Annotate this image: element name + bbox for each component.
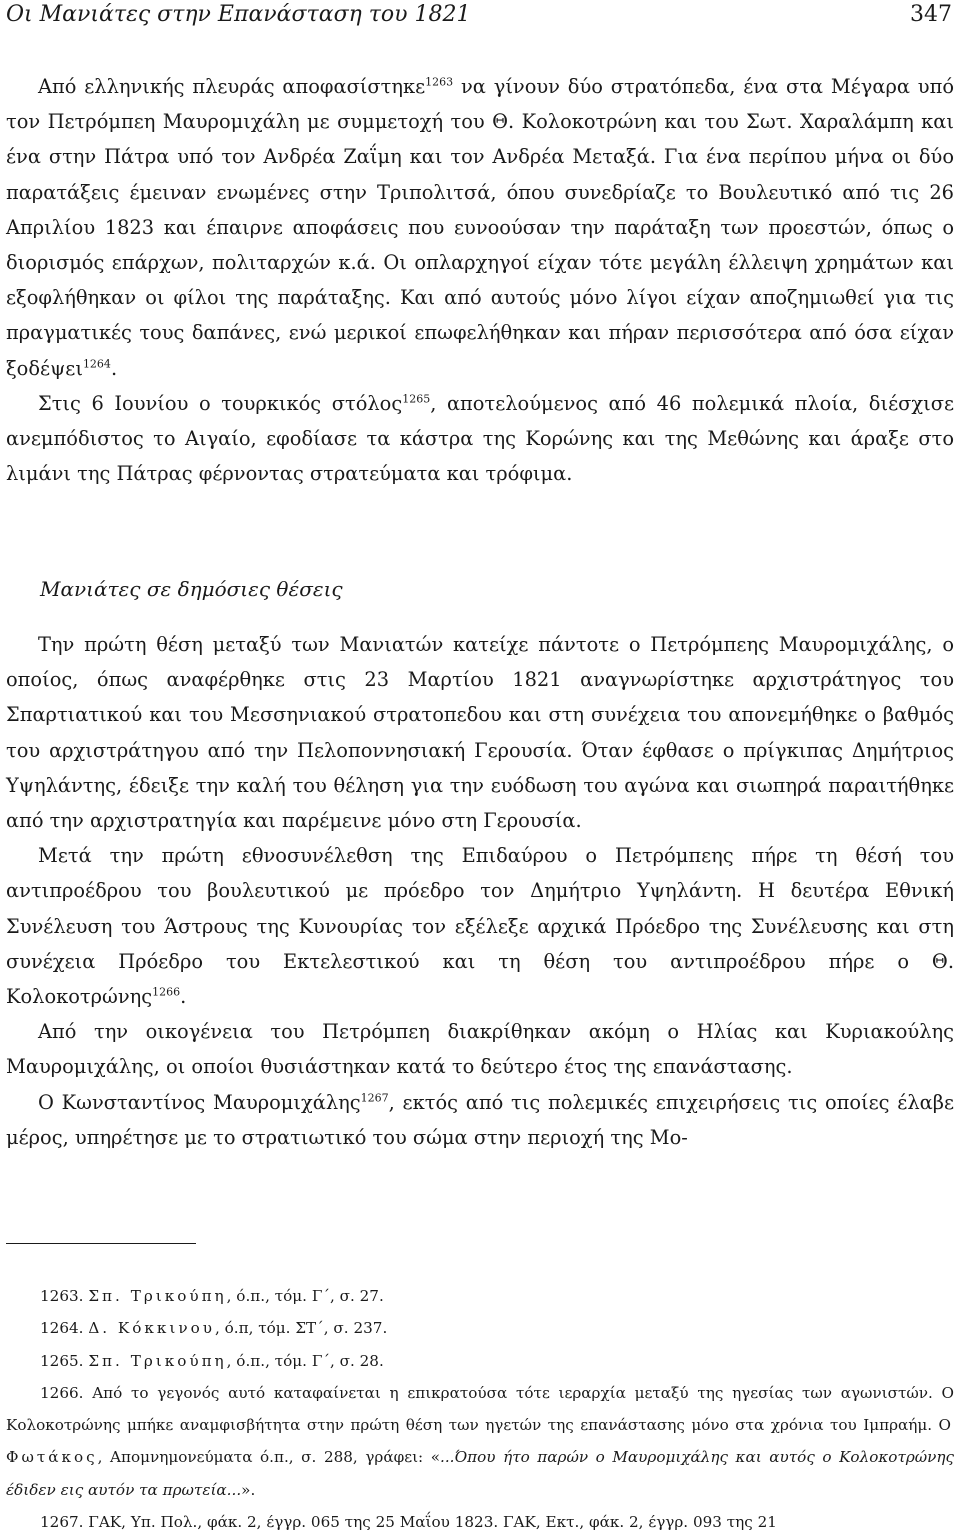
paragraph: Από την οικογένεια του Πετρόμπεη διακρίθηκαν ακόμη ο Ηλίας και Κυριακούλης Μαυρομιχάλης, οι οποίοι θυσιάστηκαν κατά το δεύτερο έτος της επανάστασης. bbox=[6, 1020, 954, 1079]
section-heading: Μανιάτες σε δημόσιες θέσεις bbox=[40, 577, 343, 601]
footnote-text: ». bbox=[241, 1480, 256, 1499]
footnote-ref-1265[interactable]: 1265 bbox=[402, 392, 431, 406]
footnote-author: Σπ. Τρικούπη bbox=[88, 1351, 227, 1370]
footnote-ref-1267[interactable]: 1267 bbox=[360, 1091, 389, 1105]
footnote-author: Σπ. Τρικούπη bbox=[88, 1287, 227, 1305]
footnote-ref-1266[interactable]: 1266 bbox=[152, 985, 181, 999]
paragraph-text: Ο Κωνσταντίνος Μαυρομιχάλης bbox=[38, 1090, 361, 1114]
paragraph-text: , αποτελούμενος από 46 πολεμικά πλοία, διέσχισε ανεμπόδιστος το Αιγαίο, εφοδίασε τα κάστρα της Κορώνης και της Μεθώνης και άραξε στο λιμάνι της Πάτρας φέρνοντας στρατεύματα και τρόφιμα. bbox=[6, 391, 954, 486]
paragraph bbox=[6, 386, 954, 492]
footnote-text: , ό.π., τόμ. Γ΄, σ. 27. bbox=[226, 1287, 384, 1305]
footnote-1265 bbox=[6, 1345, 954, 1377]
footnote-text: 1266. Από το γεγονός αυτό καταφαίνεται η επικρατούσα τότε ιεραρχία μεταξύ της ηγεσίας των αγωνιστών. Ο Κολοκοτρώνης μπήκε αναμφισβήτητα στην πρώτη θέση των ηγετών της επανάστασης μόνο στα χρόνια του Ιμπραήμ. bbox=[6, 1383, 954, 1435]
footnote-divider bbox=[6, 1243, 196, 1244]
running-header bbox=[6, 0, 952, 30]
footnote-1266 bbox=[6, 1377, 954, 1506]
paragraph-text: Από ελληνικής πλευράς αποφασίστηκε bbox=[38, 75, 426, 98]
footnotes bbox=[6, 1280, 954, 1538]
footnote-author: Ο Φωτάκος bbox=[6, 1416, 954, 1467]
paragraph-text: Στις 6 Ιουνίου ο τουρκικός στόλος bbox=[38, 391, 403, 415]
footnote-number: 1264. bbox=[40, 1319, 89, 1338]
footnote-number: 1265. bbox=[40, 1351, 89, 1370]
body-section-two bbox=[6, 627, 954, 1155]
paragraph-text: να γίνουν δύο στρατόπεδα, ένα στα Μέγαρα υπό τον Πετρόμπεη Μαυρομιχάλη με συμμετοχή του Θ. Κολοκοτρώνη και του Σωτ. Χαραλάμπη και ένα στην Πάτρα υπό τον Ανδρέα Ζαΐμη και τον Ανδρέα Μεταξά. Για ένα περίπου μήνα οι δύο παρατάξεις έμειναν ενωμένες στην Τριπολιτσά, όπου συνεδρίαζε το Βουλευτικό από τις 26 Απριλίου 1823 και έπαιρνε αποφάσεις που ευνοούσαν την παράταξη των προεστών, όπως ο διορισμός επάρχων, πολιταρχών κ.ά. Οι οπλαρχηγοί είχαν τότε μεγάλη έλλειψη χρημάτων και εξοφλήθηκαν οι φίλοι της παράταξης. Και από αυτούς μόνο λίγοι είχαν αποζημιωθεί για τις πραγματικές τους δαπάνες, ενώ μερικοί επωφελήθηκαν και πήραν περισσότερα από όσα είχαν ξοδέψει bbox=[6, 75, 954, 380]
footnote-number: 1263. bbox=[40, 1287, 89, 1305]
paragraph-text: Μετά την πρώτη εθνοσυνέλεθση της Επιδαύρου ο Πετρόμπεης πήρε τη θέσή του αντιπροέδρου του βουλευτικού με πρόεδρο τον Δημήτριο Υψηλάντη. Η δευτέρα Εθνική Συνέλευση του Άστρους της Κυνουρίας τον εξέλεξε αρχικά Πρόεδρο της Συνέλευσης και στη συνέχεια Πρόεδρο του Εκτελεστικού και τη θέση του αντιπροέδρου πήρε ο Θ. Κολοκοτρώνης bbox=[6, 844, 954, 1009]
footnote-1267: 1267. ΓΑΚ, Υπ. Πολ., φάκ. 2, έγγρ. 065 της 25 Μαΐου 1823. ΓΑΚ, Εκτ., φάκ. 2, έγγρ. 093 της 21 bbox=[40, 1513, 777, 1532]
paragraph bbox=[6, 1085, 954, 1155]
footnote-author: Δ. Κόκκινου bbox=[88, 1319, 215, 1338]
paragraph-text: . bbox=[180, 985, 187, 1009]
paragraph-text: . bbox=[110, 356, 118, 380]
footnote-1264 bbox=[6, 1312, 954, 1344]
footnote-text: , Απομνημονεύματα ό.π., σ. 288, γράφει: « bbox=[97, 1448, 441, 1467]
page-number: 347 bbox=[910, 2, 952, 27]
paragraph-text: , εκτός από τις πολεμικές επιχειρήσεις τις οποίες έλαβε μέρος, υπηρέτησε με το στρατιωτικό του σώμα στην περιοχή της Μο- bbox=[6, 1090, 954, 1149]
running-title: Οι Μανιάτες στην Επανάσταση του 1821 bbox=[6, 2, 471, 27]
footnote-text: , ό.π, τόμ. ΣΤ΄, σ. 237. bbox=[214, 1319, 388, 1338]
paragraph: Την πρώτη θέση μεταξύ των Μανιατών κατείχε πάντοτε ο Πετρόμπεης Μαυρομιχάλης, ο οποίος, όπως αναφέρθηκε στις 23 Μαρτίου 1821 αναγνωρίστηκε αρχιστράτηγος του Σπαρτιατικού και του Μεσσηνιακού στρατοπεδου και στη συνέχεια του απονεμήθηκε ο βαθμός του αρχιστράτηγου από την Πελοποννησιακή Γερουσία. Όταν έφθασε ο πρίγκιπας Δημήτριος Υψηλάντης, έδειξε την καλή του θέληση για την ευόδωση του αγώνα και σιωπηρά παραιτήθηκε από την αρχιστρατηγία και παρέμεινε μόνο στη Γερουσία. bbox=[6, 633, 954, 833]
body-section-one bbox=[6, 69, 954, 491]
footnote-ref-1263[interactable]: 1263 bbox=[425, 75, 454, 89]
paragraph bbox=[6, 838, 954, 1014]
footnote-text: , ό.π., τόμ. Γ΄, σ. 28. bbox=[226, 1351, 384, 1370]
paragraph bbox=[6, 69, 954, 386]
footnote-1263 bbox=[6, 1280, 954, 1312]
footnote-ref-1264[interactable]: 1264 bbox=[82, 357, 111, 371]
footnote-quote: ...Όπου ήτο παρών ο Μαυρομιχάλης και αυτός ο Κολοκοτρώνης έδιδεν εις αυτόν τα πρωτεία... bbox=[6, 1448, 954, 1499]
